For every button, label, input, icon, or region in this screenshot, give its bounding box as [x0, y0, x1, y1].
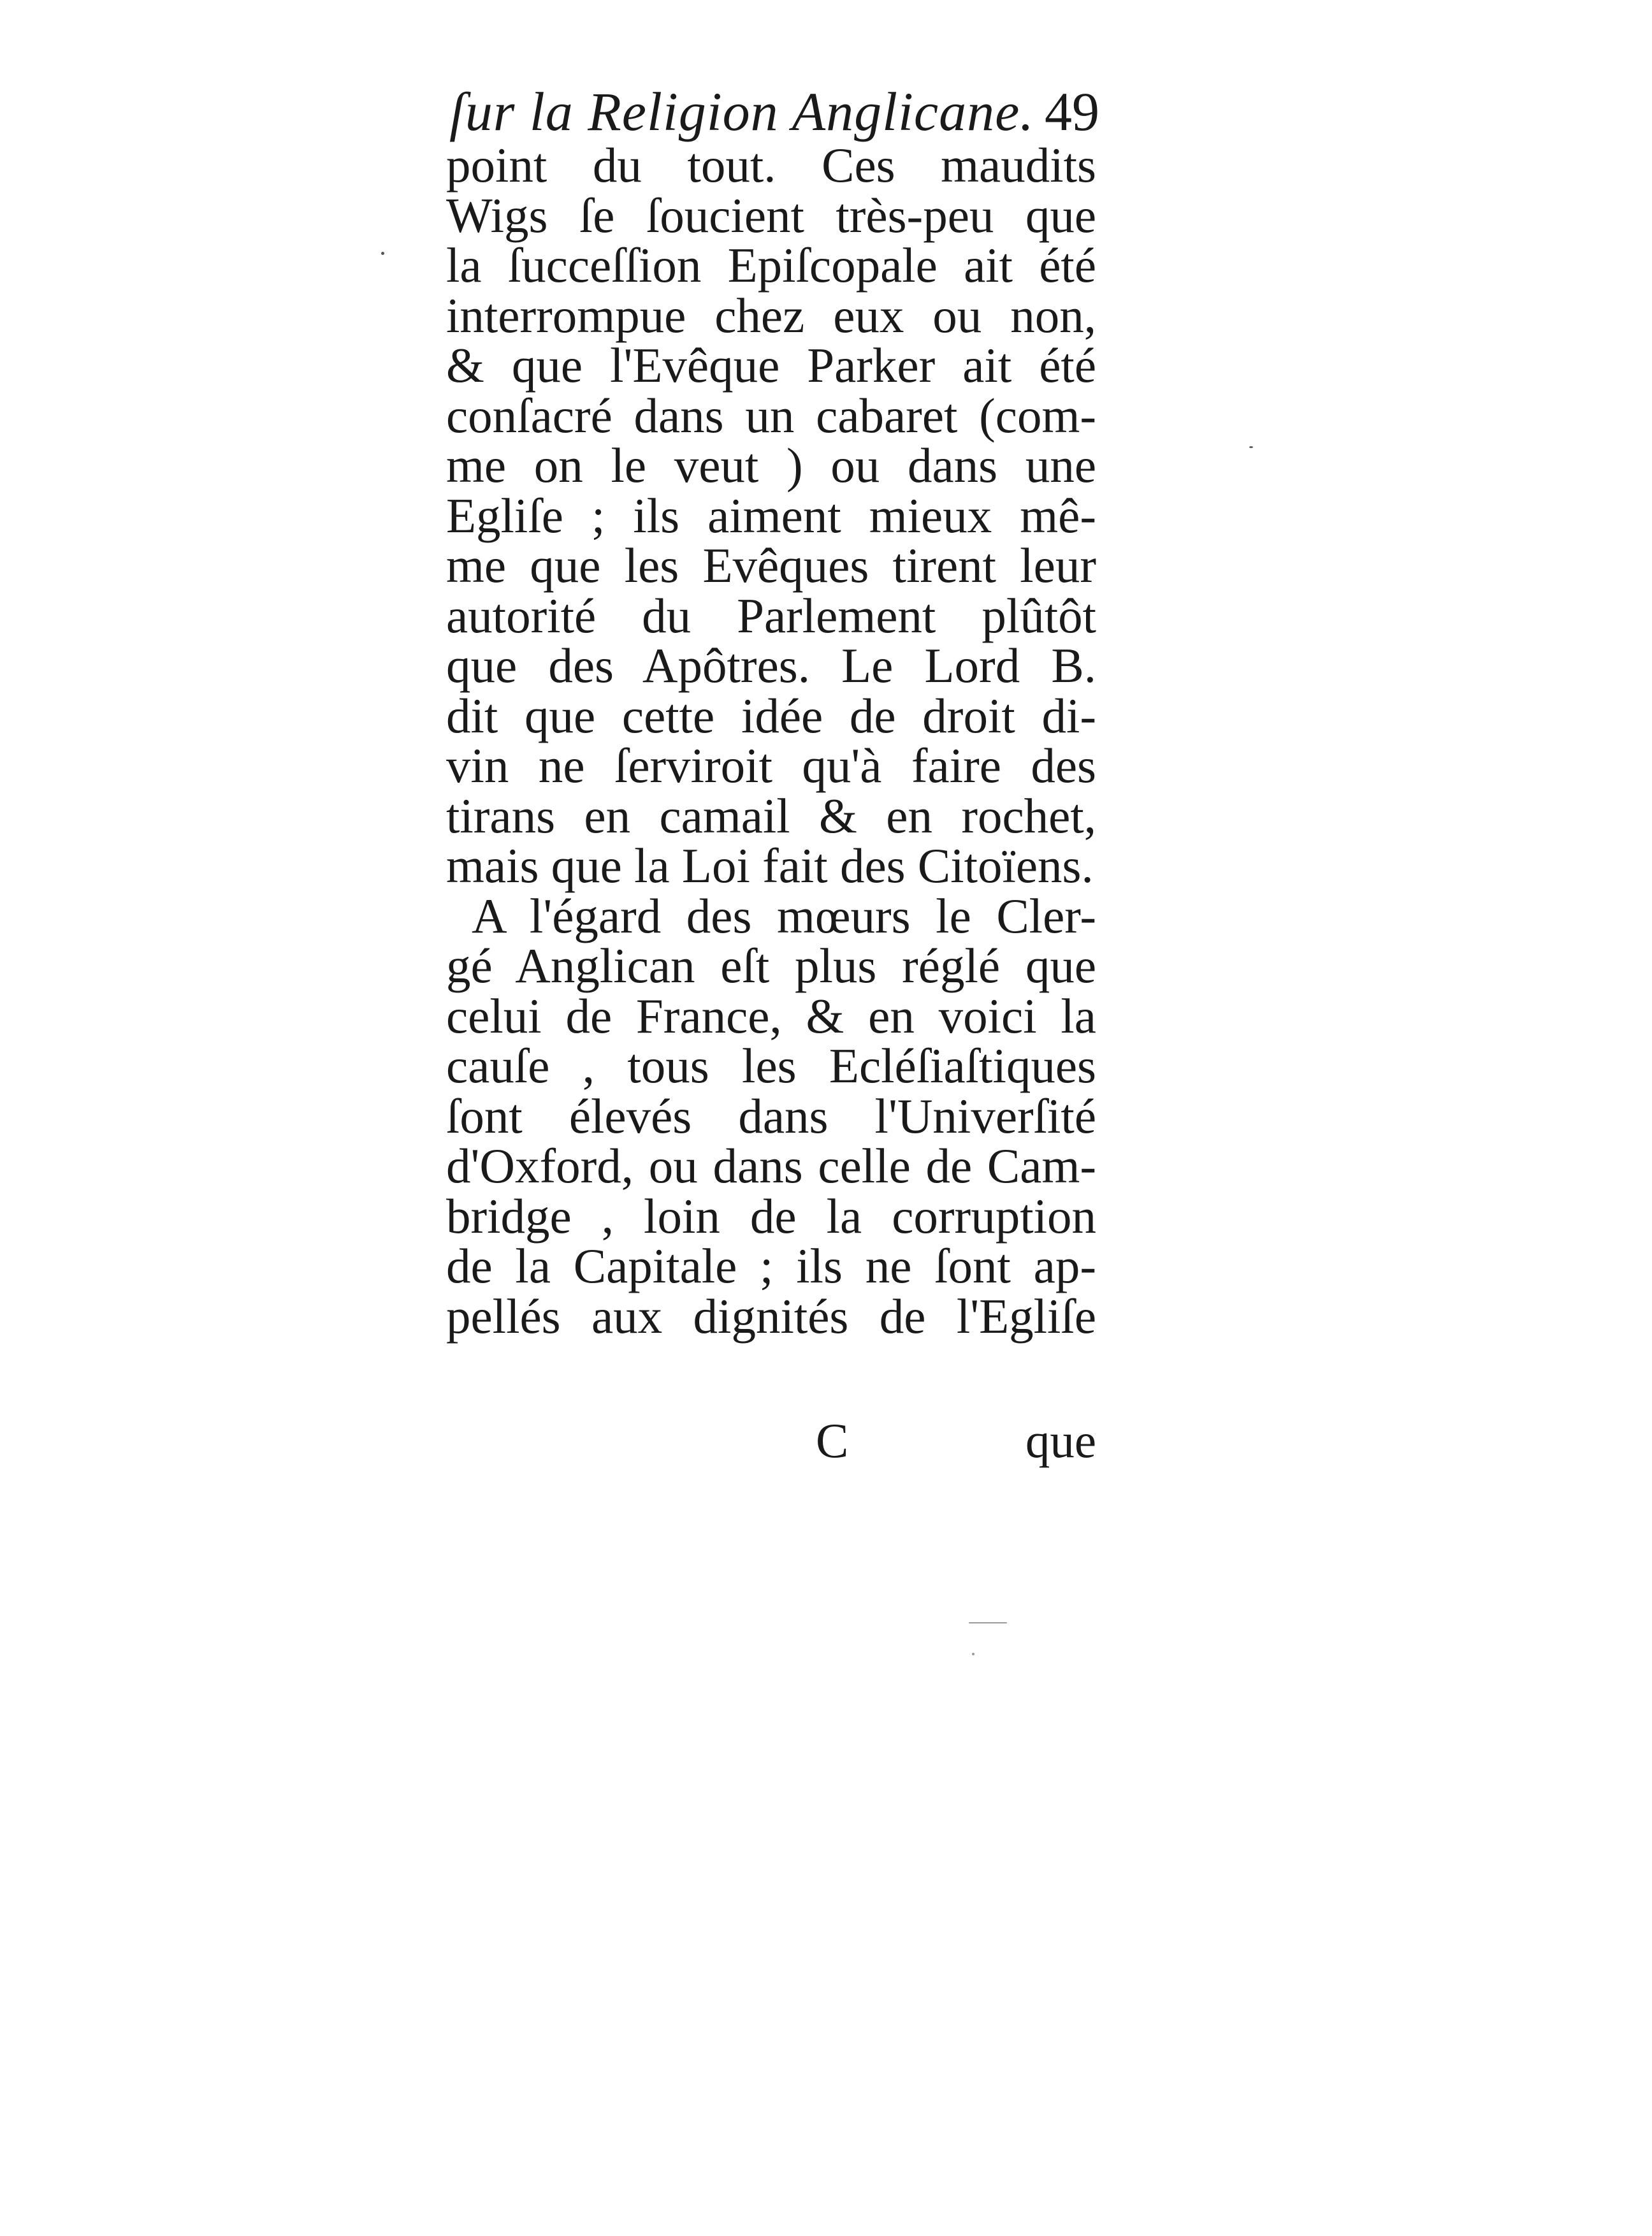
text-line: vin ne ſerviroit qu'à faire des [446, 738, 1096, 793]
text-line: dit que cette idée de droit di- [446, 688, 1096, 743]
text-line: me que les Evêques tirent leur [446, 538, 1096, 593]
page-number: 49 [1045, 81, 1099, 142]
text-line: de la Capitale ; ils ne ſont ap- [446, 1238, 1096, 1293]
signature-mark: C [816, 1413, 849, 1468]
paper-speck [969, 1622, 1007, 1623]
text-line: cauſe , tous les Ecléſiaſtiques [446, 1038, 1096, 1093]
text-line: ſont élevés dans l'Univerſité [446, 1088, 1096, 1143]
paragraph-end-line: mais que la Loi fait des Citoïens. [446, 838, 1094, 893]
catchline [446, 1412, 1096, 1469]
text-line: conſacré dans un cabaret (com- [446, 388, 1096, 443]
paper-speck [1249, 446, 1253, 448]
catchword: que [1025, 1413, 1096, 1468]
text-line: & que l'Evêque Parker ait été [446, 338, 1096, 393]
text-line: autorité du Parlement plûtôt [446, 588, 1096, 643]
text-line: Egliſe ; ils aiment mieux mê- [446, 488, 1096, 543]
text-line: d'Oxford, ou dans celle de Cam- [446, 1138, 1096, 1193]
running-title: ſur la Religion Anglicane. [449, 81, 1034, 142]
text-line: point du tout. Ces maudits [446, 138, 1096, 192]
paper-speck [972, 1653, 975, 1655]
text-line: me on le veut ) ou dans une [446, 438, 1096, 493]
text-line: bridge , loin de la corruption [446, 1188, 1096, 1244]
text-line: la ſucceſſion Epiſcopale ait été [446, 238, 1096, 293]
text-line: celui de France, & en voici la [446, 988, 1096, 1043]
paper-speck [381, 252, 384, 255]
text-line: gé Anglican eſt plus réglé que [446, 938, 1096, 993]
text-line: que des Apôtres. Le Lord B. [446, 638, 1096, 693]
text-line: pellés aux dignités de l'Egliſe [446, 1288, 1096, 1344]
text-line: interrompue chez eux ou non, [446, 287, 1096, 343]
paragraph-start-line: A l'égard des mœurs le Cler- [472, 888, 1096, 943]
body-text [446, 138, 1096, 1344]
text-line: Wigs ſe ſoucient très-peu que [446, 187, 1096, 243]
running-head [449, 76, 1099, 147]
text-line: tirans en camail & en rochet, [446, 788, 1096, 843]
